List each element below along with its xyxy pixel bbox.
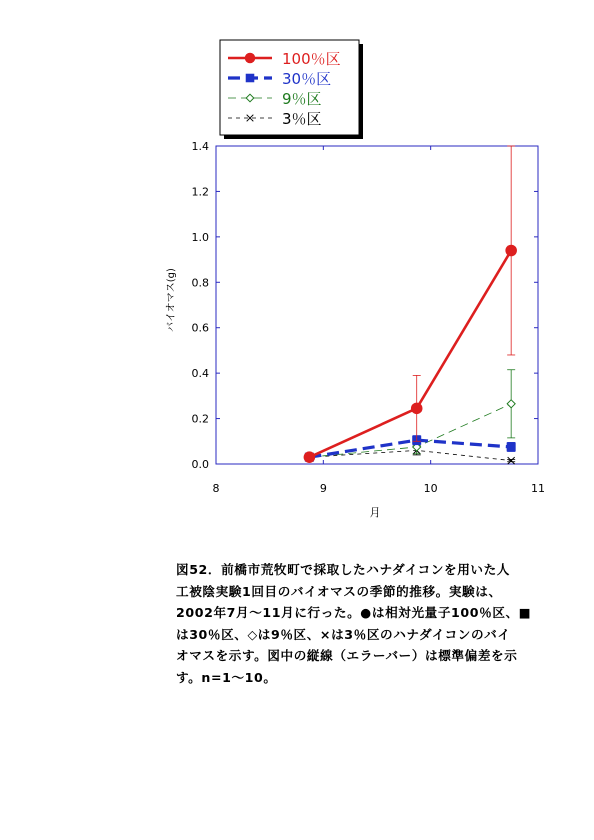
y-tick-label: 1.0: [191, 230, 209, 244]
x-tick-label: 11: [531, 482, 545, 495]
x-axis-label: 月: [369, 506, 381, 519]
caption-line: す。n=1～10。: [176, 669, 277, 685]
legend-label: 3％区: [282, 110, 322, 128]
y-tick-label: 0.8: [191, 276, 209, 290]
marker-circle: [505, 245, 517, 257]
y-tick-label: 0.0: [191, 458, 209, 471]
series-line: [309, 450, 511, 460]
y-tick-label: 0.4: [191, 367, 209, 381]
x-tick-label: 8: [212, 482, 220, 495]
x-axis: [213, 146, 546, 495]
marker-circle: [304, 451, 316, 463]
y-axis: [192, 140, 539, 471]
y-tick-label: 1.4: [191, 140, 209, 153]
marker-square: [246, 74, 255, 83]
y-tick-label: 0.2: [191, 412, 209, 426]
x-tick-label: 9: [319, 482, 327, 495]
series-3: [306, 446, 515, 464]
caption-line: 工被陰実験1回目のバイオマスの季節的推移。実験は、: [176, 583, 502, 599]
marker-square: [507, 442, 516, 451]
series-1: [305, 436, 516, 462]
figure-caption: [176, 559, 576, 688]
y-tick-label: 0.6: [191, 321, 209, 335]
caption-line: オマスを示す。図中の縦線（エラーバー）は標準偏差を示: [176, 648, 518, 663]
series-line: [309, 250, 511, 457]
marker-diamond: [507, 400, 515, 408]
plot-frame: [216, 146, 538, 464]
legend-label: 9％区: [282, 90, 322, 108]
series-layer: [304, 146, 517, 464]
x-tick-label: 10: [423, 482, 438, 495]
legend-label: 30％区: [282, 70, 332, 88]
y-axis-label: バイオマス(g): [166, 268, 177, 332]
series-2: [305, 370, 515, 461]
marker-circle: [411, 403, 423, 415]
marker-circle: [245, 53, 255, 63]
caption-line: は30％区、◇は9％区、×は3％区のハナダイコンのバイ: [176, 626, 511, 642]
legend: [220, 40, 363, 139]
caption-line: 2002年7月～11月に行った。●は相対光量子100％区、■: [176, 605, 532, 620]
caption-line: 図52．前橋市荒牧町で採取したハナダイコンを用いた人: [176, 562, 510, 577]
legend-label: 100％区: [282, 50, 341, 68]
y-tick-label: 1.2: [191, 185, 209, 199]
